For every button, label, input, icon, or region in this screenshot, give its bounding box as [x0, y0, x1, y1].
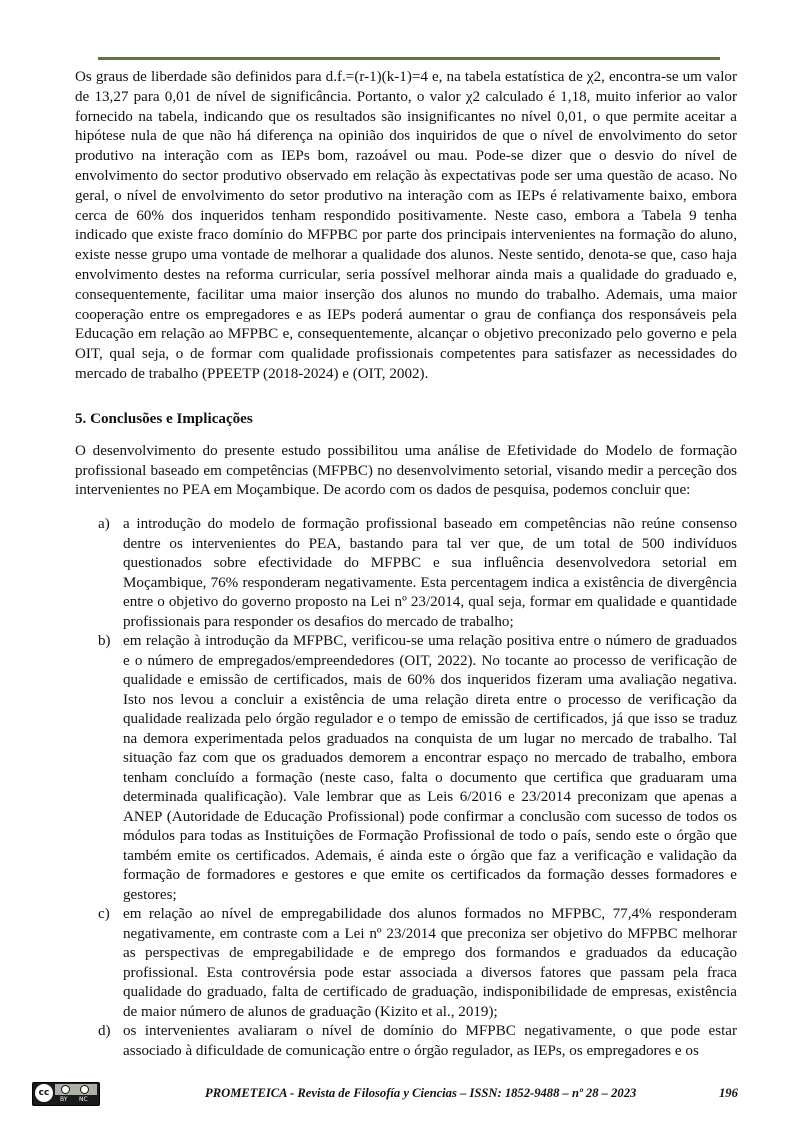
conclusion-item-d	[75, 1022, 737, 1061]
noncommercial-icon	[80, 1085, 89, 1094]
conclusion-item-c	[75, 905, 737, 1022]
page-footer	[0, 1080, 793, 1110]
page-body	[75, 68, 737, 1061]
list-marker: b)	[98, 633, 111, 650]
header-rule	[98, 57, 720, 60]
attribution-person-icon	[61, 1085, 70, 1094]
page-number: 196	[719, 1086, 738, 1100]
creative-commons-license-icon	[32, 1082, 100, 1106]
intro-paragraph: Os graus de liberdade são definidos para d.f.=(r-1)(k-1)=4 e, na tabela estatística de χ2, encontra-se um valor de 13,27 para 0,01 de nível de significância. Portanto, o valor χ2 calculado é 1,18, muito inferior ao valor fornecido na tabela, indicando que os resultados são insignificantes no nível 0,01, o que permite aceitar a hipótese nula de que não há diferença na opinião dos inquiridos de que o nível de envolvimento do setor produtivo na interação com as IEPs bom, razoável ou mau. Pode-se dizer que o desvio do nível de envolvimento do sector produtivo observado em relação às expectativas pode ser uma questão de acaso. No geral, o nível de envolvimento do setor produtivo na interação com as IEPs é relativamente baixo, embora cerca de 60% dos inqueridos tenham respondido positivamente. Neste caso, embora a Tabela 9 tenha indicado que existe fraco domínio do MFPBC por parte dos principais intervenientes na formação do aluno, existe nesse grupo uma vontade de melhorar a qualidade dos alunos. Neste sentido, denota-se que, caso haja envolvimento destes na reforma curricular, seria possível melhorar ainda mais a qualidade do graduado e, consequentemente, facilitar uma maior inserção dos alunos no mundo do trabalho. Ademais, uma maior cooperação entre os empregadores e as IEPs poderá aumentar o grau de confiança dos responsáveis pela Educação em relação ao MFPBC e, consequentemente, alcançar o objetivo preconizado pelo governo e pela OIT, qual seja, o de formar com qualidade profissionais competentes para satisfazer as necessidades do mercado de trabalho (PPEETP (2018-2024) e (OIT, 2002).	[75, 69, 737, 382]
license-term-nc: NC	[79, 1096, 88, 1103]
list-item-text: os intervenientes avaliaram o nível de domínio do MFPBC negativamente, o que pode estar associado à dificuldade de comunicação entre o órgão regulador, as IEPs, os empregadores e os	[123, 1023, 737, 1059]
list-marker: a)	[98, 516, 110, 533]
list-item-text: em relação ao nível de empregabilidade dos alunos formados no MFPBC, 77,4% responderam negativamente, em contraste com a Lei nº 23/2014 que preconiza ser objetivo do MFPBC melhorar as perspectivas de empregabilidade e de emprego dos formandos e graduados da educação profissional. Esta controvérsia pode estar associada a diversos fatores que passam pela fraca qualidade do graduado, falta de certificado de graduação, indisponibilidade de empresas, existência de maior número de alunos de graduação (Kizito et al., 2019);	[123, 906, 737, 1020]
section-intro-paragraph: O desenvolvimento do presente estudo possibilitou uma análise de Efetividade do Modelo de formação profissional baseado em competências (MFPBC) no desenvolvimento setorial, visando medir a perceção dos intervenientes no PEA em Moçambique. De acordo com os dados de pesquisa, podemos concluir que:	[75, 442, 737, 499]
journal-citation: PROMETEICA - Revista de Filosofía y Ciencias – ISSN: 1852-9488 – nº 28 – 2023	[205, 1086, 637, 1100]
license-term-by: BY	[60, 1096, 68, 1103]
list-marker: c)	[98, 906, 110, 923]
conclusion-item-b	[75, 632, 737, 905]
list-item-text: em relação à introdução da MFPBC, verificou-se uma relação positiva entre o número de graduados e o número de empregados/empreendedores (OIT, 2022). No tocante ao processo de verificação de qualidade e emissão de certificados, mais de 60% dos inqueridos fizeram uma avaliação negativa. Isto nos levou a concluir a existência de uma relação direta entre o processo de verificação da qualidade realizada pelo órgão regulador e o tempo de emissão de certificados, já que isso se traduz na demora experimentada pelos graduados na conquista de um lugar no mercado de trabalho. Tal situação faz com que os graduados demorem a encontrar espaço no mercado de trabalho, embora tenham concluído a formação (neste caso, falta o documento que certifica que graduaram uma determinada qualificação). Vale lembrar que as Leis 6/2016 e 23/2014 preconizam que apenas a ANEP (Autoridade de Educação Profissional) pode confirmar a conclusão com sucesso de todos os módulos para todas as Instituições de Formação Profissional de todo o país, sendo este o órgão que também emite os certificados. Ademais, é ainda este o órgão que faz a verificação e validação da formação de formadores e gestores e que emite os certificados da formação desses formadores e gestores;	[123, 633, 737, 903]
conclusions-list	[75, 515, 737, 1061]
cc-logo-icon: cc	[35, 1084, 53, 1102]
section-heading: 5. Conclusões e Implicações	[75, 410, 253, 427]
list-item-text: a introdução do modelo de formação profissional baseado em competências não reúne consenso dentre os intervenientes do PEA, bastando para tal ver que, de um total de 500 indivíduos questionados sobre efectividade do MFPBC e sua influência desenvolvedora setorial em Moçambique, 76% responderam negativamente. Esta percentagem indica a existência de divergência entre o objetivo do governo proposto na Lei nº 23/2014, qual seja, formar em qualidade e quantidade profissionais para responder os desafios do mercado de trabalho;	[123, 516, 737, 630]
list-marker: d)	[98, 1023, 111, 1040]
conclusion-item-a	[75, 515, 737, 632]
